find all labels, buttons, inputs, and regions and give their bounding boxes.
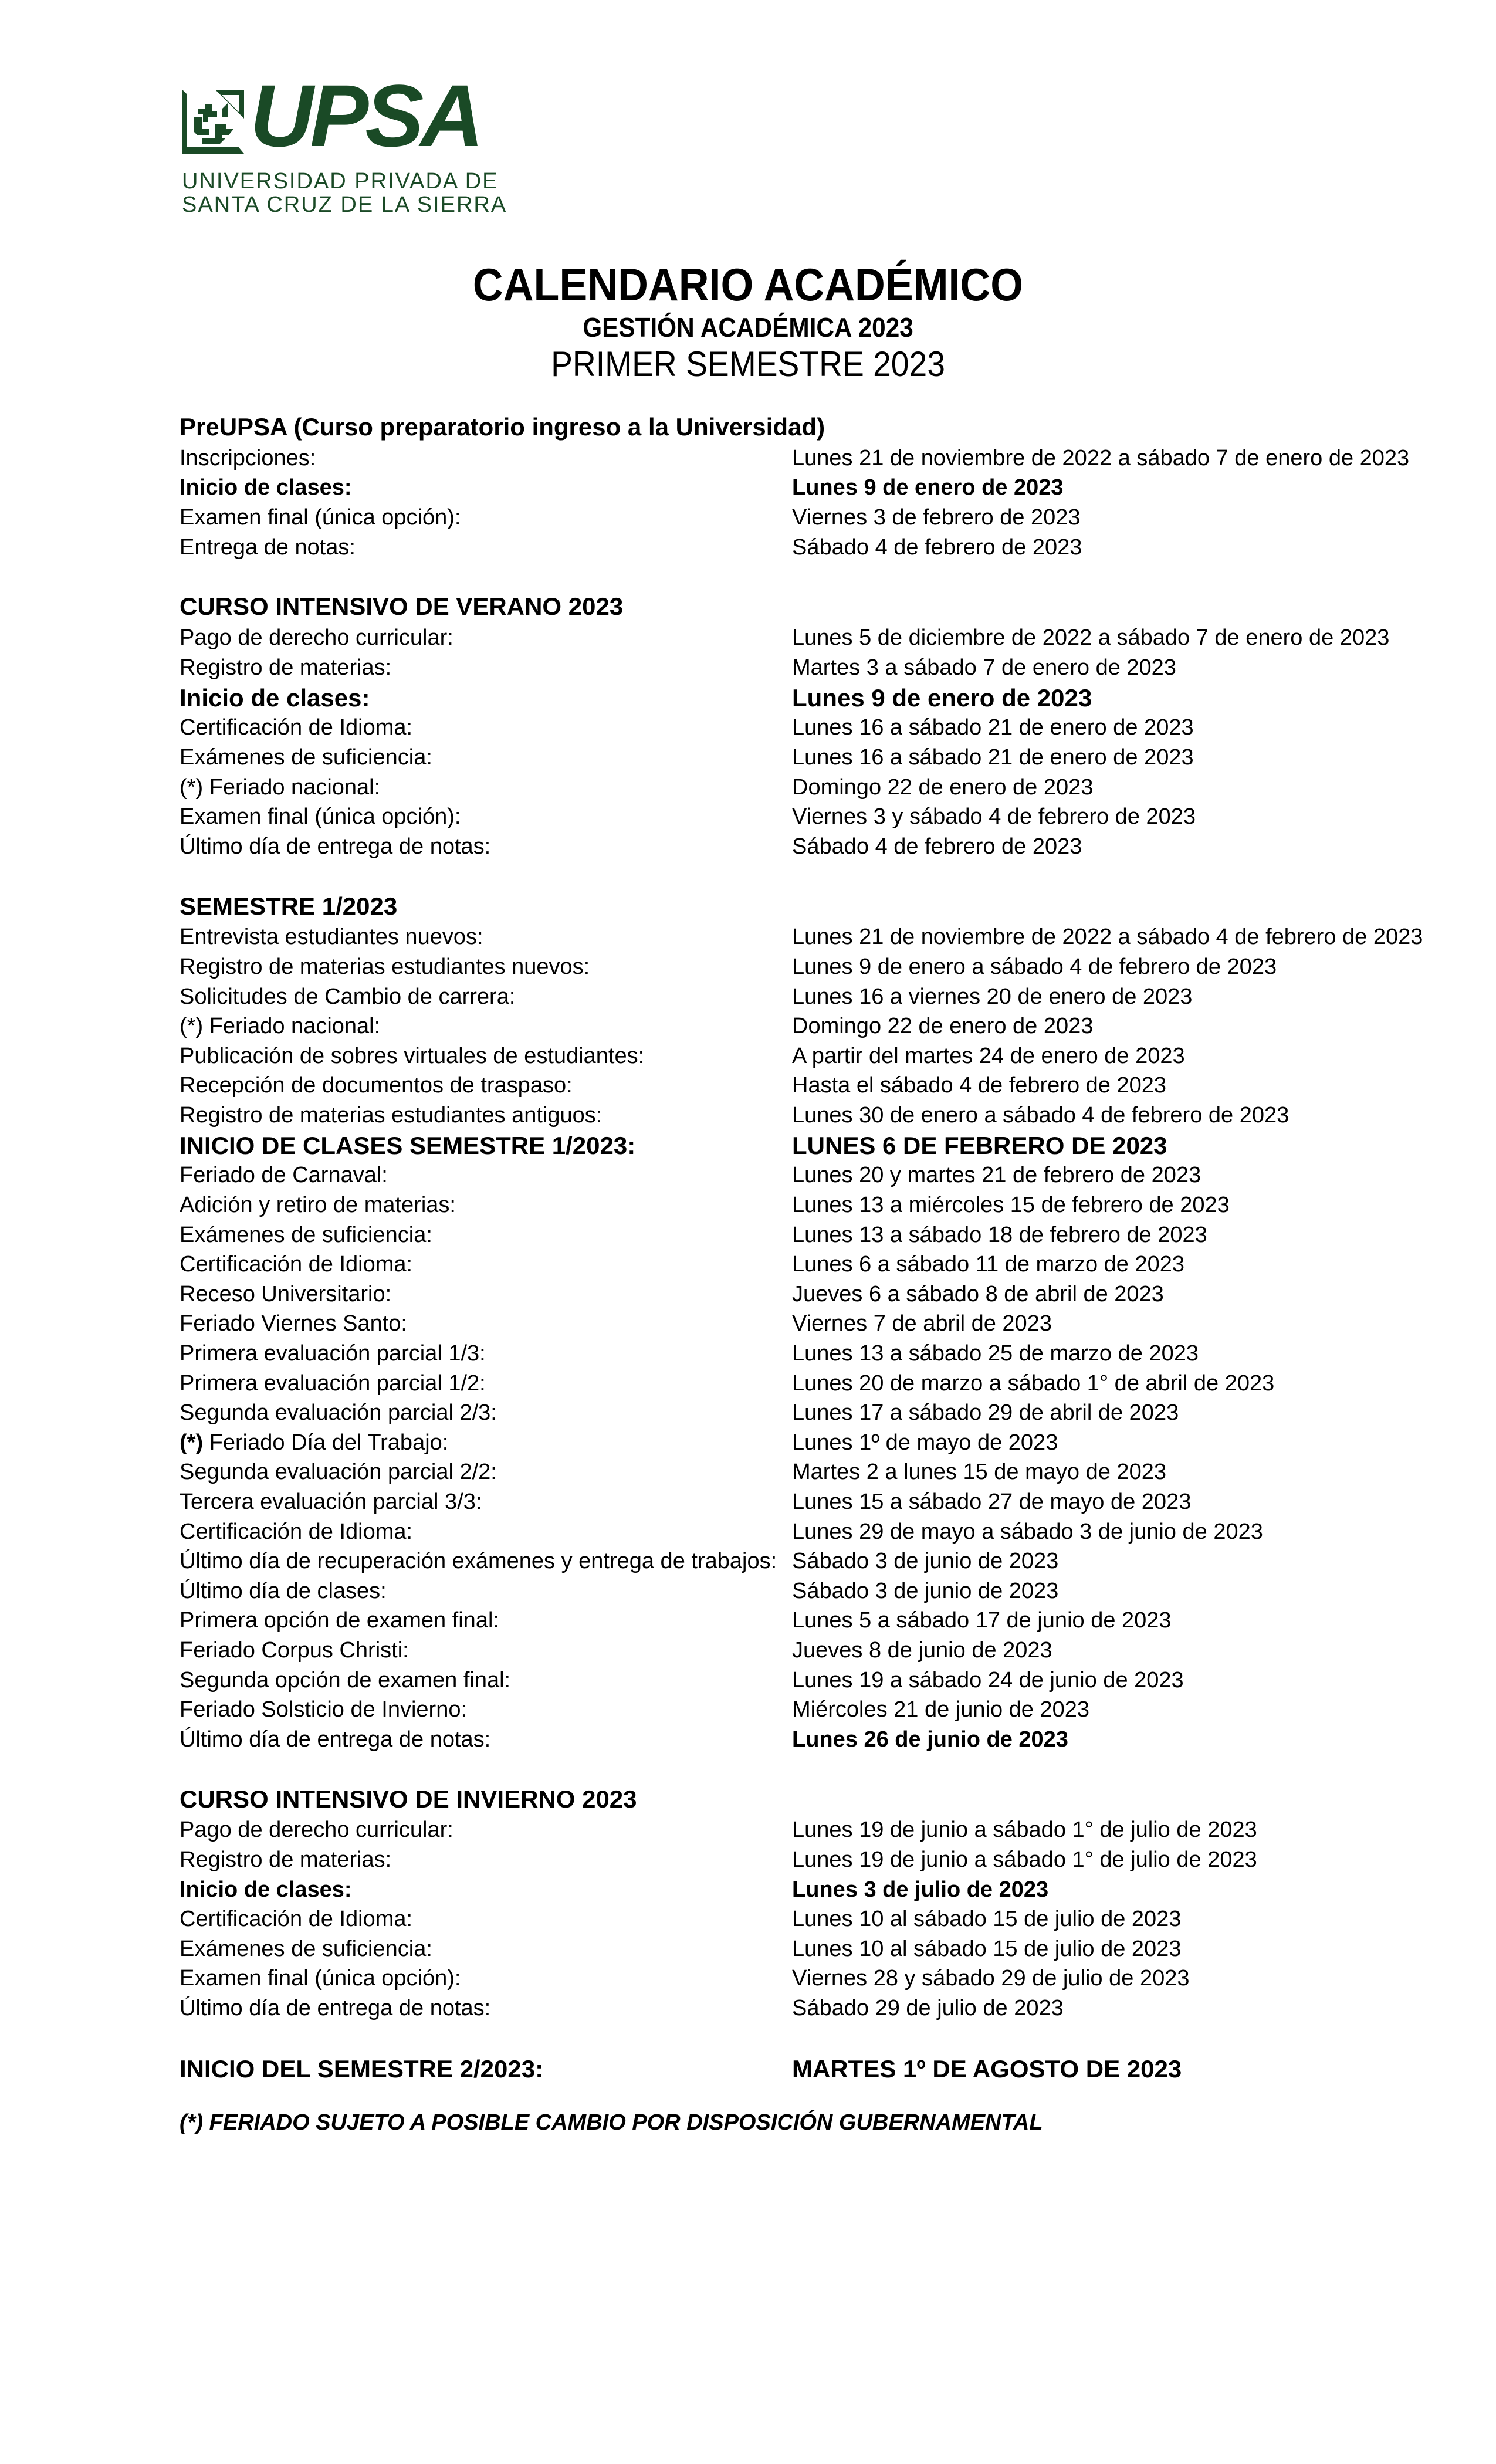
event-date: Lunes 10 al sábado 15 de julio de 2023	[792, 1907, 1182, 1932]
event-label: Primera evaluación parcial 1/3:	[180, 1341, 486, 1366]
section-title: SEMESTRE 1/2023	[180, 892, 398, 920]
event-date: Viernes 7 de abril de 2023	[792, 1311, 1052, 1336]
upsa-logo	[181, 66, 507, 217]
calendar-row	[180, 802, 1470, 832]
event-label: Inicio de clases:	[180, 1877, 352, 1902]
event-date: Lunes 9 de enero de 2023	[792, 683, 1092, 712]
event-label: Feriado Corpus Christi:	[180, 1637, 409, 1663]
event-date: Lunes 30 de enero a sábado 4 de febrero de 2023	[792, 1102, 1289, 1128]
event-date: Domingo 22 de enero de 2023	[792, 1014, 1094, 1039]
event-date: Jueves 6 a sábado 8 de abril de 2023	[792, 1281, 1164, 1307]
logo-subtitle-line1: UNIVERSIDAD PRIVADA DE	[182, 169, 499, 194]
event-label: INICIO DE CLASES SEMESTRE 1/2023:	[180, 1131, 636, 1159]
upsa-emblem-icon	[181, 88, 248, 155]
calendar-row	[180, 773, 1470, 803]
event-date: Sábado 3 de junio de 2023	[792, 1578, 1059, 1603]
event-date: Lunes 1º de mayo de 2023	[792, 1430, 1058, 1455]
calendar-row	[180, 1666, 1470, 1695]
event-label: Segunda evaluación parcial 2/2:	[180, 1460, 497, 1485]
event-date: Lunes 13 a miércoles 15 de febrero de 2023	[792, 1193, 1230, 1218]
calendar-row	[180, 1934, 1470, 1964]
event-label: Feriado Viernes Santo:	[180, 1311, 407, 1336]
event-label: Registro de materias:	[180, 1847, 392, 1872]
calendar-row	[180, 533, 1470, 563]
event-label: Segunda evaluación parcial 2/3:	[180, 1400, 497, 1426]
event-label: Registro de materias estudiantes nuevos:	[180, 954, 590, 979]
document-period: PRIMER SEMESTRE 2023	[551, 344, 945, 384]
calendar-row	[180, 743, 1470, 773]
calendar-row	[180, 1964, 1470, 1994]
section-curso-intensivo-de-verano-2023	[180, 590, 1470, 861]
event-label: Exámenes de suficiencia:	[180, 1936, 432, 1961]
event-label: Tercera evaluación parcial 3/3:	[180, 1490, 482, 1515]
event-date: Viernes 3 de febrero de 2023	[792, 505, 1081, 530]
calendar-row	[180, 1606, 1470, 1636]
event-label: Receso Universitario:	[180, 1281, 392, 1307]
event-label: Primera evaluación parcial 1/2:	[180, 1370, 486, 1396]
event-date: Lunes 21 de noviembre de 2022 a sábado 7 de enero de 2023	[792, 445, 1410, 471]
calendar-row	[180, 1428, 1470, 1458]
event-label: Pago de derecho curricular:	[180, 625, 453, 651]
event-date: Lunes 16 a sábado 21 de enero de 2023	[792, 744, 1194, 770]
event-date: Lunes 13 a sábado 25 de marzo de 2023	[792, 1341, 1199, 1366]
event-date: Lunes 29 de mayo a sábado 3 de junio de 2023	[792, 1519, 1263, 1544]
calendar-row	[180, 1487, 1470, 1517]
event-date: Lunes 19 a sábado 24 de junio de 2023	[792, 1667, 1184, 1693]
calendar-row	[180, 503, 1470, 533]
event-label: (*) Feriado nacional:	[180, 774, 381, 800]
semester2-start-row	[180, 2052, 1470, 2087]
event-date: Lunes 19 de junio a sábado 1° de julio de 2023	[792, 1847, 1257, 1872]
calendar-row	[180, 1816, 1470, 1846]
section-title: CURSO INTENSIVO DE INVIERNO 2023	[180, 1785, 637, 1813]
event-date: Viernes 3 y sábado 4 de febrero de 2023	[792, 804, 1196, 830]
calendar-row	[180, 832, 1470, 862]
event-date: Viernes 28 y sábado 29 de julio de 2023	[792, 1966, 1190, 1991]
semester2-label: INICIO DEL SEMESTRE 2/2023:	[180, 2055, 544, 2083]
event-date: Lunes 3 de julio de 2023	[792, 1877, 1049, 1902]
document-subtitle: GESTIÓN ACADÉMICA 2023	[583, 312, 913, 343]
event-label: Último día de recuperación exámenes y entrega de trabajos:	[180, 1549, 777, 1574]
event-label	[180, 1430, 792, 1456]
event-date: Martes 3 a sábado 7 de enero de 2023	[792, 655, 1176, 680]
event-label: Adición y retiro de materias:	[180, 1193, 456, 1218]
calendar-row	[180, 1280, 1470, 1309]
event-date: Hasta el sábado 4 de febrero de 2023	[792, 1073, 1167, 1098]
section-preupsa-curso-preparatorio-ingreso-a-la-	[180, 411, 1470, 562]
calendar-row	[180, 1339, 1470, 1369]
calendar-row	[180, 1845, 1470, 1875]
calendar-row	[180, 713, 1470, 743]
event-label: Recepción de documentos de traspaso:	[180, 1073, 573, 1098]
calendar-row	[180, 1250, 1470, 1280]
event-date: Lunes 19 de junio a sábado 1° de julio de 2023	[792, 1817, 1257, 1843]
calendar-row	[180, 1369, 1470, 1399]
event-label: Exámenes de suficiencia:	[180, 1222, 432, 1247]
event-label: Publicación de sobres virtuales de estudiantes:	[180, 1043, 645, 1068]
event-label: Último día de entrega de notas:	[180, 1995, 491, 2020]
event-date: Sábado 29 de julio de 2023	[792, 1995, 1064, 2020]
section-semestre-1-2023	[180, 890, 1470, 1755]
calendar-row	[180, 1011, 1470, 1041]
calendar-row	[180, 1220, 1470, 1250]
event-label: Certificación de Idioma:	[180, 715, 413, 740]
event-date: Lunes 16 a sábado 21 de enero de 2023	[792, 715, 1194, 740]
event-label: Último día de clases:	[180, 1578, 387, 1603]
event-date: Domingo 22 de enero de 2023	[792, 774, 1094, 800]
calendar-row	[180, 653, 1470, 683]
event-label: Entrevista estudiantes nuevos:	[180, 925, 483, 950]
calendar-row	[180, 473, 1470, 503]
event-date: Lunes 15 a sábado 27 de mayo de 2023	[792, 1490, 1192, 1515]
section-title: PreUPSA (Curso preparatorio ingreso a la Universidad)	[180, 413, 825, 441]
calendar-row	[180, 1161, 1470, 1191]
document-title: CALENDARIO ACADÉMICO	[472, 259, 1024, 310]
event-date: Lunes 6 a sábado 11 de marzo de 2023	[792, 1252, 1185, 1277]
calendar-row	[180, 1398, 1470, 1428]
event-label: Registro de materias estudiantes antiguos:	[180, 1102, 603, 1128]
event-date: Lunes 9 de enero de 2023	[792, 475, 1064, 500]
event-date: LUNES 6 DE FEBRERO DE 2023	[792, 1131, 1167, 1159]
calendar-row	[180, 1636, 1470, 1666]
event-date: Sábado 3 de junio de 2023	[792, 1549, 1059, 1574]
event-label-text: Feriado Día del Trabajo:	[203, 1430, 449, 1455]
calendar-row	[180, 1517, 1470, 1547]
event-label: Pago de derecho curricular:	[180, 1817, 453, 1843]
calendar-row	[180, 1131, 1470, 1161]
calendar-row	[180, 1875, 1470, 1905]
event-label: Exámenes de suficiencia:	[180, 744, 432, 770]
logo-wordmark: UPSA	[250, 66, 480, 165]
event-date: Sábado 4 de febrero de 2023	[792, 534, 1082, 560]
event-date: Miércoles 21 de junio de 2023	[792, 1697, 1090, 1722]
event-label: Inicio de clases:	[180, 683, 370, 712]
event-date: Lunes 5 a sábado 17 de junio de 2023	[792, 1608, 1172, 1633]
event-label: Certificación de Idioma:	[180, 1907, 413, 1932]
calendar-row	[180, 1458, 1470, 1488]
event-date: Lunes 20 y martes 21 de febrero de 2023	[792, 1163, 1201, 1188]
event-date: Lunes 9 de enero a sábado 4 de febrero de 2023	[792, 954, 1277, 979]
event-label: Feriado de Carnaval:	[180, 1163, 388, 1188]
event-label: Examen final (única opción):	[180, 1966, 461, 1991]
calendar-row	[180, 1904, 1470, 1934]
event-label: Feriado Solsticio de Invierno:	[180, 1697, 468, 1722]
event-date: Lunes 5 de diciembre de 2022 a sábado 7 de enero de 2023	[792, 625, 1390, 651]
event-label: Segunda opción de examen final:	[180, 1667, 511, 1693]
holiday-asterisk: (*)	[180, 1430, 204, 1455]
calendar-row	[180, 1041, 1470, 1071]
calendar-row	[180, 982, 1470, 1012]
event-label: Inicio de clases:	[180, 475, 352, 500]
event-date: Lunes 26 de junio de 2023	[792, 1727, 1068, 1752]
calendar-row	[180, 1993, 1470, 2023]
calendar-row	[180, 1546, 1470, 1576]
event-label: Examen final (única opción):	[180, 804, 461, 830]
calendar-row	[180, 1695, 1470, 1725]
event-date: Lunes 20 de marzo a sábado 1° de abril de 2023	[792, 1370, 1275, 1396]
calendar-row	[180, 1576, 1470, 1606]
event-label: Entrega de notas:	[180, 534, 356, 560]
event-label: Certificación de Idioma:	[180, 1252, 413, 1277]
event-date: Lunes 16 a viernes 20 de enero de 2023	[792, 984, 1193, 1009]
calendar-row	[180, 683, 1470, 713]
calendar-row	[180, 923, 1470, 953]
event-date: Lunes 13 a sábado 18 de febrero de 2023	[792, 1222, 1207, 1247]
logo-subtitle-line2: SANTA CRUZ DE LA SIERRA	[182, 192, 507, 217]
event-date: Lunes 17 a sábado 29 de abril de 2023	[792, 1400, 1179, 1426]
calendar-row	[180, 444, 1470, 473]
event-date: Lunes 10 al sábado 15 de julio de 2023	[792, 1936, 1182, 1961]
calendar-row	[180, 1190, 1470, 1220]
event-date: A partir del martes 24 de enero de 2023	[792, 1043, 1185, 1068]
calendar-row	[180, 952, 1470, 982]
calendar-row	[180, 1309, 1470, 1339]
event-label: Inscripciones:	[180, 445, 316, 471]
calendar-row	[180, 1101, 1470, 1131]
calendar-row	[180, 623, 1470, 653]
holiday-footnote: (*) FERIADO SUJETO A POSIBLE CAMBIO POR DISPOSICIÓN GUBERNAMENTAL	[180, 2110, 1043, 2135]
document-header	[0, 258, 1496, 385]
section-curso-intensivo-de-invierno-2023	[180, 1783, 1470, 2023]
event-date: Sábado 4 de febrero de 2023	[792, 834, 1082, 859]
event-label: (*) Feriado nacional:	[180, 1014, 381, 1039]
calendar-row	[180, 1071, 1470, 1101]
event-label: Certificación de Idioma:	[180, 1519, 413, 1544]
event-date: Martes 2 a lunes 15 de mayo de 2023	[792, 1460, 1166, 1485]
semester2-date: MARTES 1º DE AGOSTO DE 2023	[792, 2055, 1182, 2083]
event-date: Jueves 8 de junio de 2023	[792, 1637, 1052, 1663]
calendar-content	[180, 411, 1470, 2135]
event-label: Examen final (única opción):	[180, 505, 461, 530]
section-title: CURSO INTENSIVO DE VERANO 2023	[180, 593, 624, 621]
event-label: Último día de entrega de notas:	[180, 1727, 491, 1752]
event-label: Solicitudes de Cambio de carrera:	[180, 984, 516, 1009]
event-label: Primera opción de examen final:	[180, 1608, 499, 1633]
event-label: Último día de entrega de notas:	[180, 834, 491, 859]
event-date: Lunes 21 de noviembre de 2022 a sábado 4 de febrero de 2023	[792, 925, 1423, 950]
calendar-row	[180, 1725, 1470, 1755]
event-label: Registro de materias:	[180, 655, 392, 680]
